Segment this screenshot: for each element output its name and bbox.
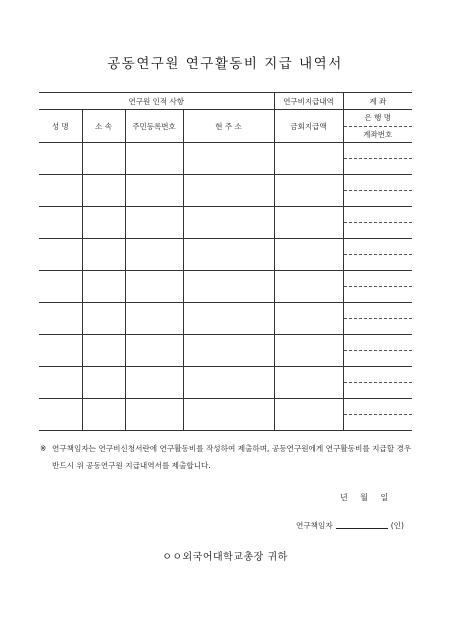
table-row <box>39 335 412 367</box>
group-personal-header: 연구원 인적 사항 <box>39 93 274 110</box>
address-cell[interactable] <box>183 303 274 335</box>
address-cell[interactable] <box>183 143 274 175</box>
amount-cell[interactable] <box>274 303 343 335</box>
bank-cell[interactable] <box>344 335 413 351</box>
affiliation-cell[interactable] <box>82 271 125 303</box>
bank-cell[interactable] <box>344 239 413 255</box>
resident-number-cell[interactable] <box>125 207 183 239</box>
name-cell[interactable] <box>39 367 82 399</box>
amount-cell[interactable] <box>274 143 343 175</box>
address-cell[interactable] <box>183 239 274 271</box>
resident-number-cell[interactable] <box>125 239 183 271</box>
account-number-cell[interactable] <box>344 415 413 430</box>
signature-line <box>296 520 404 531</box>
account-cell <box>343 303 412 335</box>
signature-blank[interactable] <box>336 528 388 529</box>
affiliation-cell[interactable] <box>82 303 125 335</box>
group-account-header: 계 좌 <box>343 93 412 110</box>
group-payment-header: 연구비지급내역 <box>274 93 343 110</box>
address-cell[interactable] <box>183 175 274 207</box>
account-number-cell[interactable] <box>344 287 413 302</box>
name-cell[interactable] <box>39 207 82 239</box>
affiliation-cell[interactable] <box>82 175 125 207</box>
account-cell <box>343 367 412 399</box>
amount-cell[interactable] <box>274 271 343 303</box>
name-cell[interactable] <box>39 239 82 271</box>
table-row <box>39 367 412 399</box>
account-number-cell[interactable] <box>344 255 413 270</box>
address-cell[interactable] <box>183 399 274 431</box>
address-cell[interactable] <box>183 335 274 367</box>
bank-cell[interactable] <box>344 207 413 223</box>
account-number-cell[interactable] <box>344 159 413 174</box>
account-number-cell[interactable] <box>344 319 413 334</box>
account-cell <box>343 207 412 239</box>
col-bank-account-header <box>343 110 412 143</box>
account-cell <box>343 399 412 431</box>
address-cell[interactable] <box>183 271 274 303</box>
resident-number-cell[interactable] <box>125 175 183 207</box>
table-row <box>39 303 412 335</box>
affiliation-cell[interactable] <box>82 367 125 399</box>
document-title: 공동연구원 연구활동비 지급 내역서 <box>107 56 343 72</box>
col-resident-number-header: 주민등록번호 <box>125 110 183 143</box>
table-row <box>39 207 412 239</box>
resident-number-cell[interactable] <box>125 367 183 399</box>
instruction-note <box>40 440 420 474</box>
col-account-number-header: 계좌번호 <box>363 129 393 139</box>
amount-cell[interactable] <box>274 175 343 207</box>
bank-cell[interactable] <box>344 175 413 191</box>
name-cell[interactable] <box>39 271 82 303</box>
amount-cell[interactable] <box>274 335 343 367</box>
name-cell[interactable] <box>39 175 82 207</box>
amount-cell[interactable] <box>274 399 343 431</box>
col-address-header: 현 주 소 <box>183 110 274 143</box>
name-cell[interactable] <box>39 399 82 431</box>
account-number-cell[interactable] <box>344 191 413 206</box>
col-name-header: 성 명 <box>39 110 82 143</box>
table-row <box>39 271 412 303</box>
table-row <box>39 239 412 271</box>
affiliation-cell[interactable] <box>82 207 125 239</box>
col-affiliation-header: 소 속 <box>82 110 125 143</box>
seal-mark: (인) <box>390 521 404 530</box>
addressee: ㅇㅇ외국어대학교총장 귀하 <box>162 552 288 563</box>
resident-number-cell[interactable] <box>125 271 183 303</box>
name-cell[interactable] <box>39 335 82 367</box>
affiliation-cell[interactable] <box>82 143 125 175</box>
bank-cell[interactable] <box>344 399 413 415</box>
affiliation-cell[interactable] <box>82 239 125 271</box>
account-cell <box>343 239 412 271</box>
resident-number-cell[interactable] <box>125 303 183 335</box>
bank-cell[interactable] <box>344 143 413 159</box>
note-mark: ※ <box>40 444 47 453</box>
account-cell <box>343 143 412 175</box>
resident-number-cell[interactable] <box>125 335 183 367</box>
payment-table <box>39 92 412 431</box>
table-row <box>39 143 412 175</box>
bank-cell[interactable] <box>344 303 413 319</box>
resident-number-cell[interactable] <box>125 399 183 431</box>
affiliation-cell[interactable] <box>82 335 125 367</box>
bank-cell[interactable] <box>344 271 413 287</box>
account-number-cell[interactable] <box>344 351 413 366</box>
table-row <box>39 399 412 431</box>
account-cell <box>343 335 412 367</box>
bank-cell[interactable] <box>344 367 413 383</box>
col-amount-header: 금회지급액 <box>274 110 343 143</box>
account-cell <box>343 175 412 207</box>
note-text: 연구책임자는 연구비신청서란에 연구활동비를 작성하여 제출하며, 공동연구원에게 연구활동비를 지급할 경우 반드시 위 공동연구원 지급내역서를 제출합니다. <box>52 444 412 470</box>
date-line: 년 월 일 <box>340 493 389 502</box>
address-cell[interactable] <box>183 367 274 399</box>
signature-label: 연구책임자 <box>296 521 333 530</box>
table-row <box>39 175 412 207</box>
address-cell[interactable] <box>183 207 274 239</box>
account-number-cell[interactable] <box>344 383 413 398</box>
amount-cell[interactable] <box>274 367 343 399</box>
name-cell[interactable] <box>39 143 82 175</box>
resident-number-cell[interactable] <box>125 143 183 175</box>
name-cell[interactable] <box>39 303 82 335</box>
account-cell <box>343 271 412 303</box>
account-number-cell[interactable] <box>344 223 413 238</box>
affiliation-cell[interactable] <box>82 399 125 431</box>
amount-cell[interactable] <box>274 207 343 239</box>
col-bank-header: 은 행 명 <box>344 110 413 127</box>
amount-cell[interactable] <box>274 239 343 271</box>
